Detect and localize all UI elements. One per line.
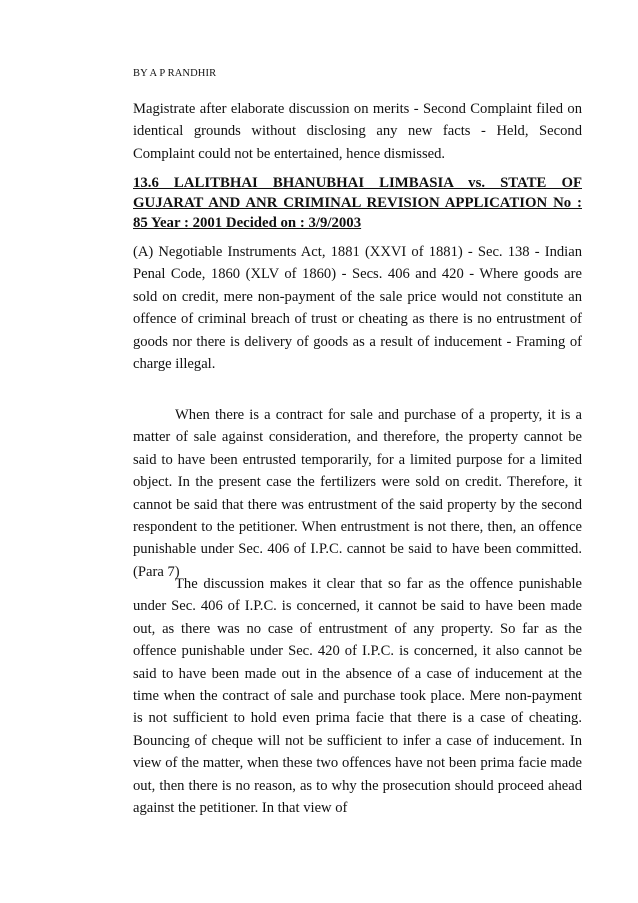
case-heading: 13.6 LALITBHAI BHANUBHAI LIMBASIA vs. STATE OF GUJARAT AND ANR CRIMINAL REVISION APPLICATION No : 85 Year : 2001 Decided on : 3/9/2003 <box>133 175 582 231</box>
running-head: BY A P RANDHIR <box>133 68 217 79</box>
body-paragraph-1: When there is a contract for sale and purchase of a property, it is a matter of sale against consideration, and therefore, the property cannot be said to have been entrusted temporarily, for a limited purpose for a limited object. In the present case the fertilizers were sold on credit. Therefore, it cannot be said that there was entrustment of the said property by the second respondent to the petitioner. When entrustment is not there, then, an offence punishable under Sec. 406 of I.P.C. cannot be said to have been committed. (Para 7) <box>133 407 582 580</box>
intro-paragraph: Magistrate after elaborate discussion on merits - Second Complaint filed on identical grounds without disclosing any new facts - Held, Second Complaint could not be entertained, hence dismissed. <box>133 101 582 162</box>
body-paragraph-2: The discussion makes it clear that so far as the offence punishable under Sec. 406 of I.P.C. is concerned, it cannot be said to have been made out, as there was no case of entrustment of any property. So far as the offence punishable under Sec. 420 of I.P.C. is concerned, it also cannot be said to have been made out in the absence of a case of inducement at the time when the contract of sale and purchase took place. Mere non-payment is not sufficient to hold even prima facie that there is a case of cheating. Bouncing of cheque will not be sufficient to infer a case of inducement. In view of the matter, when these two offences have not been prima facie made out, then there is no reason, as to why the prosecution should proceed ahead against the petitioner. In that view of <box>133 576 582 817</box>
headnote-paragraph: (A) Negotiable Instruments Act, 1881 (XXVI of 1881) - Sec. 138 - Indian Penal Code, 1860 (XLV of 1860) - Secs. 406 and 420 - Where goods are sold on credit, mere non-payment of the sale price would not constitute an offence of criminal breach of trust or cheating as there is no entrustment of goods nor there is delivery of goods as a result of inducement - Framing of charge illegal. <box>133 244 582 373</box>
